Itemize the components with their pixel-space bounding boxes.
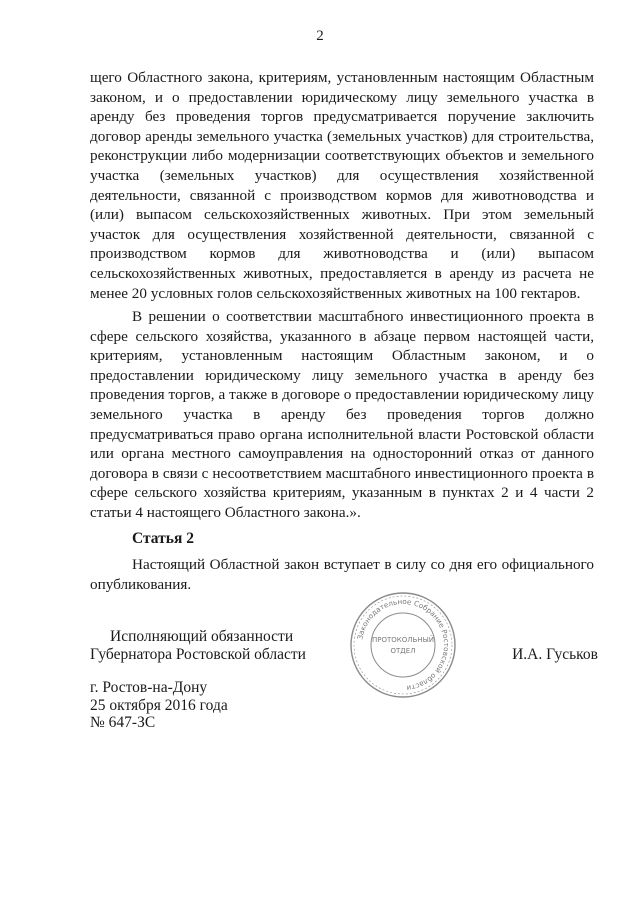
seal-outer-text: Законодательное Собрание Ростовской области [355, 596, 452, 693]
signatory-title-line2: Губернатора Ростовской области [90, 646, 306, 663]
page-number: 2 [316, 28, 324, 44]
signatory-title [90, 628, 306, 664]
paragraph-decision [90, 307, 594, 523]
paragraph-3-text: Настоящий Областной закон вступает в силу со дня его официального опубликования. [90, 556, 594, 593]
paragraph-continuation [90, 68, 594, 303]
paragraph-2-text: В решении о соответствии масштабного инвестиционного проекта в сфере сельского хозяйства, указанного в абзаце первом настоящей части, критериям, установленным настоящим Областным законом, и о предоставлении юридическому лицу земельного участка в аренду без проведения торгов, а также в договоре о предоставлении юридическому лицу земельного участка в аренду без проведения торгов должно предусматриваться право органа исполнительной власти Ростовской области или органа местного самоуправления на односторонний отказ от данного договора в связи с несоответствием масштабного инвестиционного проекта в сфере сельского хозяйства критериям, указанным в пунктах 2 и 4 части 2 статьи 4 настоящего Областного закона.». [90, 308, 594, 521]
place-date-number [90, 679, 228, 732]
paragraph-entry-into-force [90, 555, 594, 594]
seal-inner-line1: ПРОТОКОЛЬНЫЙ [371, 636, 435, 644]
paragraph-1-text: щего Областного закона, критериям, установленным настоящим Областным законом, и о предоставлении юридическому лицу земельного участка в аренду без проведения торгов предусматривается поручение заключить договор аренды земельного участка (земельных участков) для строительства, реконструкции либо модернизации соответствующих объектов и земельного участка (земельных участков) для осуществления хозяйственной деятельности, связанной с производством кормов для животноводства и (или) выпасом сельскохозяйственных животных. При этом земельный участок для осуществления хозяйственной деятельности, связанной с производством кормов для животноводства и (или) выпасом сельскохозяйственных животных, предоставляется в аренду из расчета не менее 20 условных голов сельскохозяйственных животных на 100 гектаров. [90, 69, 594, 302]
seal-inner-line2: ОТДЕЛ [390, 647, 416, 655]
signatory-title-line1: Исполняющий обязанности [110, 628, 294, 645]
place: г. Ростов-на-Дону [90, 679, 208, 696]
official-seal [348, 590, 458, 700]
law-number: № 647-ЗС [90, 714, 156, 731]
date: 25 октября 2016 года [90, 696, 228, 714]
article-heading: Статья 2 [132, 530, 194, 547]
signatory-name: И.А. Гуськов [512, 646, 598, 663]
